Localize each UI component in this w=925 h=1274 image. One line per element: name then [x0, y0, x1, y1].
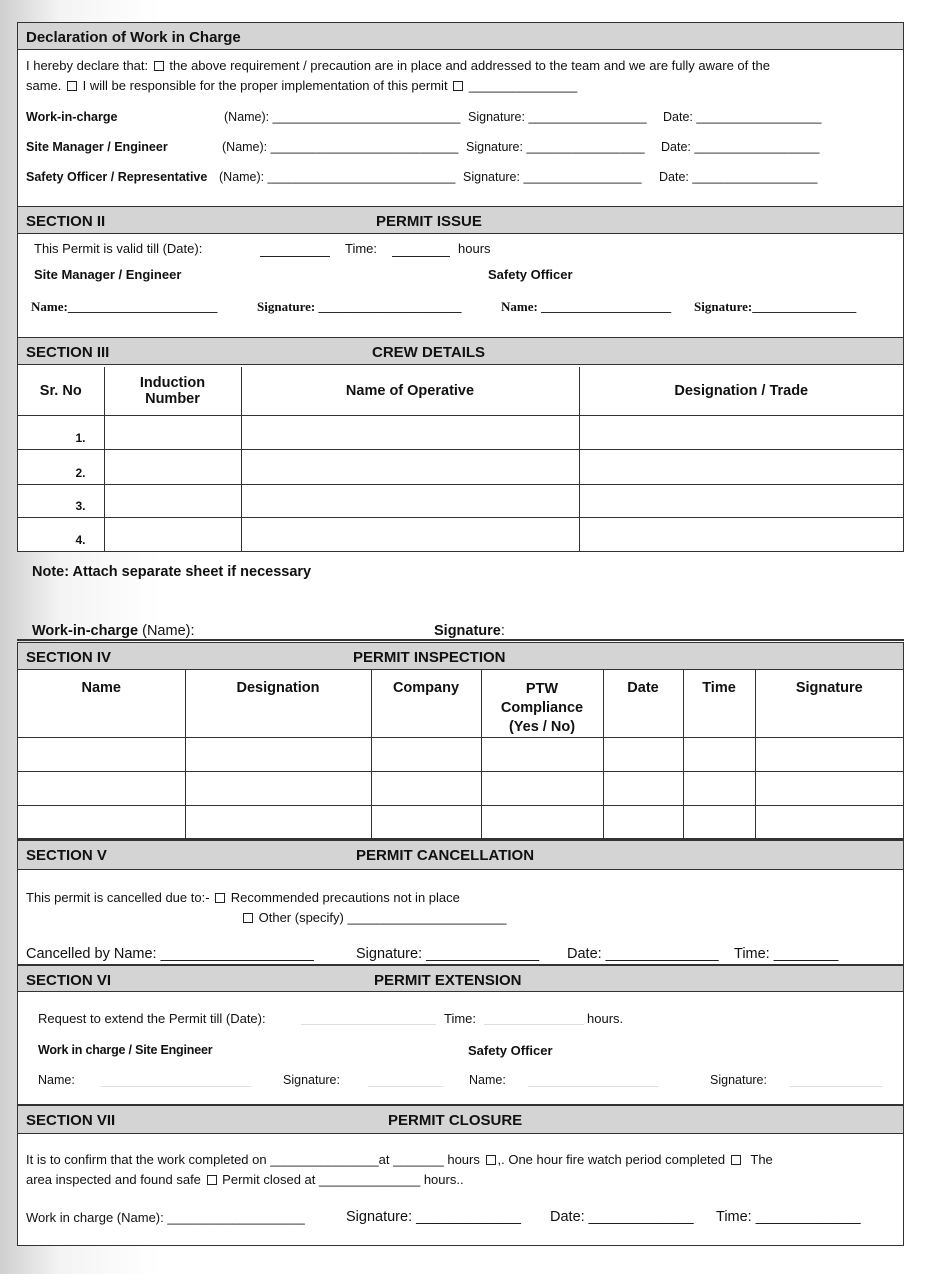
table-row	[18, 772, 903, 806]
site-manager-name-field[interactable]: Name:_______________________	[31, 299, 218, 314]
table-cell[interactable]	[755, 806, 903, 839]
section7-header	[18, 1105, 903, 1134]
table-cell[interactable]	[104, 450, 241, 484]
valid-date-field[interactable]	[260, 256, 330, 257]
closure-date-field[interactable]: Date: _____________	[550, 1209, 694, 1225]
extend-date-field[interactable]	[301, 1024, 436, 1025]
extension-signature-label: Signature:	[283, 1073, 340, 1087]
section6-label: SECTION VI	[26, 972, 112, 989]
checkbox-area-safe[interactable]	[207, 1175, 217, 1185]
signature-field[interactable]: Signature: _________________	[468, 110, 647, 124]
divider	[17, 639, 904, 641]
declaration-title: Declaration of Work in Charge	[26, 29, 241, 46]
declaration-header	[18, 23, 903, 50]
section2-title: PERMIT ISSUE	[376, 213, 482, 230]
section3-label: SECTION III	[26, 344, 110, 361]
work-in-charge-label: Work-in-charge	[32, 623, 139, 639]
declaration-same: same.	[26, 78, 62, 93]
closure-line1[interactable]: It is to confirm that the work completed on _______________at _______ hours	[26, 1152, 480, 1167]
table-cell[interactable]	[371, 772, 481, 806]
section5-header	[18, 841, 903, 870]
role-safety-officer: Safety Officer / Representative	[26, 170, 208, 184]
table-row	[18, 416, 903, 450]
table-row	[18, 738, 903, 772]
name-field[interactable]: (Name): ___________________________	[219, 170, 456, 184]
extend-time-label: Time:	[444, 1011, 477, 1026]
checkbox-precautions[interactable]	[215, 893, 225, 903]
row-number: 3.	[18, 484, 104, 517]
declaration-intro: I hereby declare that:	[26, 58, 149, 73]
cancel-date-field[interactable]: Date: ______________	[567, 946, 719, 962]
signature-field[interactable]: Signature: _________________	[463, 170, 642, 184]
row-number: 1.	[18, 416, 104, 450]
checkbox-work-completed[interactable]	[486, 1155, 496, 1165]
valid-till-label: This Permit is valid till (Date):	[34, 241, 203, 256]
col-induction-number: Induction Number	[104, 367, 241, 416]
section7-label: SECTION VII	[26, 1112, 116, 1129]
closure-area-safe: area inspected and found safe	[26, 1172, 201, 1187]
extension-name2-label: Name:	[469, 1073, 506, 1087]
extend-request-label: Request to extend the Permit till (Date):	[38, 1011, 266, 1026]
col-name-of-operative: Name of Operative	[241, 367, 579, 416]
table-cell[interactable]	[241, 416, 579, 450]
declaration-blank[interactable]: _______________	[468, 78, 578, 93]
closure-wic-name-field[interactable]: Work in charge (Name): ___________________	[26, 1210, 305, 1225]
section4-title: PERMIT INSPECTION	[353, 649, 506, 666]
col-designation: Designation	[185, 670, 371, 738]
table-cell[interactable]	[18, 772, 185, 806]
table-cell[interactable]	[185, 738, 371, 772]
section-permit-extension	[17, 965, 904, 1105]
time-field[interactable]	[392, 256, 450, 257]
table-cell[interactable]	[371, 806, 481, 839]
signature-field[interactable]: Signature: _________________	[466, 140, 645, 154]
section2-header	[18, 207, 903, 234]
section-crew-details	[17, 338, 904, 552]
cancel-due-label: This permit is cancelled due to:-	[26, 890, 210, 905]
section-permit-closure	[17, 1105, 904, 1246]
checkbox-responsible[interactable]	[67, 81, 77, 91]
table-cell[interactable]	[185, 806, 371, 839]
section3-title: CREW DETAILS	[372, 344, 486, 361]
extension-name-field[interactable]	[101, 1086, 251, 1087]
work-in-charge-signature-label: Signature	[434, 623, 501, 639]
work-in-charge-site-engineer-label: Work in charge / Site Engineer	[38, 1043, 213, 1057]
closure-signature-field[interactable]: Signature: _____________	[346, 1209, 521, 1225]
col-designation-trade: Designation / Trade	[579, 367, 903, 416]
work-in-charge-line	[32, 623, 195, 639]
col-ptw-compliance: PTW Compliance (Yes / No)	[481, 670, 603, 738]
extension-safety-officer-label: Safety Officer	[468, 1043, 553, 1058]
table-cell[interactable]	[579, 518, 903, 551]
reason-precautions: Recommended precautions not in place	[230, 890, 460, 905]
row-number: 2.	[18, 450, 104, 484]
col-company: Company	[371, 670, 481, 738]
col-signature: Signature	[755, 670, 903, 738]
table-cell[interactable]	[755, 738, 903, 772]
date-field[interactable]: Date: __________________	[663, 110, 822, 124]
reason-other-field[interactable]: Other (specify) ______________________	[258, 910, 507, 925]
table-cell[interactable]	[18, 806, 185, 839]
extension-name-label: Name:	[38, 1073, 75, 1087]
table-cell[interactable]	[603, 806, 683, 839]
table-row	[18, 806, 903, 839]
col-sr-no: Sr. No	[18, 367, 104, 416]
table-cell[interactable]	[481, 772, 603, 806]
date-field[interactable]: Date: __________________	[661, 140, 820, 154]
safety-officer-signature-field[interactable]: Signature:________________	[694, 299, 857, 314]
row-number: 4.	[18, 518, 104, 551]
section6-title: PERMIT EXTENSION	[374, 972, 522, 989]
table-cell[interactable]	[579, 484, 903, 517]
table-cell[interactable]	[683, 772, 755, 806]
extension-name2-field[interactable]	[528, 1086, 658, 1087]
table-cell[interactable]	[104, 416, 241, 450]
table-cell[interactable]	[241, 518, 579, 551]
section-permit-inspection	[17, 642, 904, 839]
cancelled-by-field[interactable]: Cancelled by Name: ___________________	[26, 946, 314, 962]
table-cell[interactable]	[185, 772, 371, 806]
closure-permit-closed[interactable]: Permit closed at ______________ hours..	[222, 1172, 464, 1187]
name-field[interactable]: (Name): ___________________________	[224, 110, 461, 124]
section5-label: SECTION V	[26, 847, 107, 864]
table-cell[interactable]	[579, 450, 903, 484]
name-field[interactable]: (Name): ___________________________	[222, 140, 459, 154]
table-cell[interactable]	[683, 738, 755, 772]
work-in-charge-signature-line	[434, 623, 505, 639]
col-name: Name	[18, 670, 185, 738]
date-field[interactable]: Date: __________________	[659, 170, 818, 184]
section6-header	[18, 965, 903, 992]
closure-fire-watch: ,. One hour fire watch period completed	[497, 1152, 726, 1167]
table-cell[interactable]	[683, 806, 755, 839]
table-cell[interactable]	[104, 484, 241, 517]
section5-title: PERMIT CANCELLATION	[356, 847, 535, 864]
safety-officer-name-field[interactable]: Name: ____________________	[501, 299, 672, 314]
section3-header	[18, 338, 903, 365]
col-date: Date	[603, 670, 683, 738]
checkbox-requirements[interactable]	[154, 61, 164, 71]
cancel-time-field[interactable]: Time: ________	[734, 946, 839, 962]
table-cell[interactable]	[104, 518, 241, 551]
table-cell[interactable]	[603, 772, 683, 806]
table-row	[18, 518, 903, 551]
table-cell[interactable]	[371, 738, 481, 772]
table-cell[interactable]	[18, 738, 185, 772]
work-in-charge-name-label: (Name):	[138, 623, 195, 639]
section4-header	[18, 643, 903, 670]
section7-title: PERMIT CLOSURE	[388, 1112, 523, 1129]
section-permit-cancellation	[17, 839, 904, 965]
role-site-manager: Site Manager / Engineer	[26, 140, 168, 154]
table-cell[interactable]	[579, 416, 903, 450]
inspection-table	[18, 670, 903, 839]
cancel-signature-field[interactable]: Signature: ______________	[356, 946, 540, 962]
role-work-in-charge: Work-in-charge	[26, 110, 118, 124]
site-manager-signature-field[interactable]: Signature: ______________________	[257, 299, 462, 314]
crew-table	[18, 367, 903, 551]
table-cell[interactable]	[755, 772, 903, 806]
checkbox-fire-watch[interactable]	[731, 1155, 741, 1165]
attach-note: Note: Attach separate sheet if necessary	[32, 564, 312, 580]
col-time: Time	[683, 670, 755, 738]
table-cell[interactable]	[603, 738, 683, 772]
section2-label: SECTION II	[26, 213, 106, 230]
checkbox-other[interactable]	[243, 913, 253, 923]
table-cell[interactable]	[241, 484, 579, 517]
time-label: Time:	[345, 241, 378, 256]
table-cell[interactable]	[481, 806, 603, 839]
table-row	[18, 450, 903, 484]
safety-officer-label: Safety Officer	[488, 267, 573, 282]
hours-label: hours	[458, 241, 491, 256]
extension-signature-field[interactable]	[368, 1086, 443, 1087]
declaration-line2: I will be responsible for the proper implementation of this permit	[82, 78, 448, 93]
extension-signature2-field[interactable]	[790, 1086, 882, 1087]
extend-hours-label: hours.	[587, 1011, 624, 1026]
closure-the: The	[750, 1152, 773, 1167]
extend-time-field[interactable]	[484, 1024, 584, 1025]
table-row	[18, 484, 903, 517]
declaration-section	[17, 22, 904, 207]
closure-time-field[interactable]: Time: _____________	[716, 1209, 861, 1225]
section4-label: SECTION IV	[26, 649, 112, 666]
section-permit-issue	[17, 207, 904, 338]
extension-signature2-label: Signature:	[710, 1073, 767, 1087]
checkbox-implementation[interactable]	[453, 81, 463, 91]
site-manager-label: Site Manager / Engineer	[34, 267, 182, 282]
signature-colon: :	[500, 623, 505, 639]
table-cell[interactable]	[241, 450, 579, 484]
declaration-line1: the above requirement / precaution are in place and addressed to the team and we are fully aware of the	[169, 58, 770, 73]
table-cell[interactable]	[481, 738, 603, 772]
